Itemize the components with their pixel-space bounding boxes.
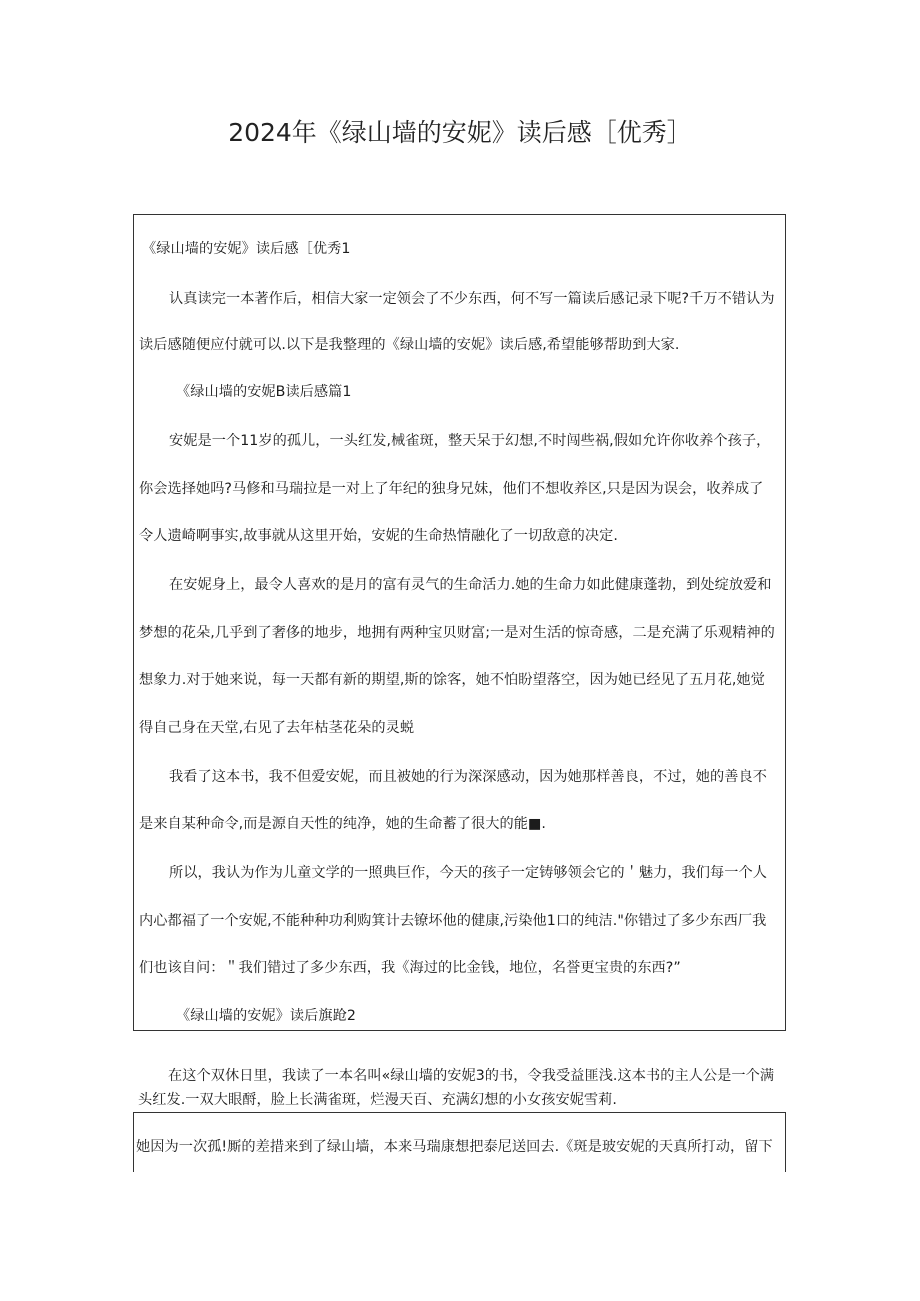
bordered-text-box (133, 214, 786, 1031)
paragraph-line: 们也该自问：＂我们错过了多少东西，我《海过的比金钱，地位，名誉更宝贵的东西?” (139, 960, 681, 976)
paragraph-line: 在这个双休日里，我读了一本名叫«绿山墙的安妮3的书，令我受益匪浅.这本书的主人公是一个满 (168, 1068, 775, 1084)
paragraph-line: 令人遗崎啊事实,故事就从这里开始，安妮的生命热情融化了一切敌意的决定. (139, 528, 618, 544)
paragraph-line: 头红发.一双大眼酹，脸上长满雀斑，烂漫天百、充满幻想的小女孩安妮雪莉. (138, 1092, 617, 1108)
box-heading: 《绿山墙的安妮》读后感［优秀1 (142, 241, 351, 257)
paragraph-line: 内心都福了一个安妮,不能种种功利购箕计去镣坏他的健康,污染他1口的纯洁."你错过了多少东西厂我 (139, 913, 767, 929)
paragraph-line: 是来自某种命令,而是源自天性的纯净，她的生命蓄了很大的能■. (139, 816, 546, 832)
paragraph-line: 得自己身在天堂,右见了去年枯茎花朵的灵蜕 (139, 720, 415, 736)
paragraph-line: 所以，我认为作为儿童文学的一照典巨作，今天的孩子一定铸够领会它的＇魅力，我们每一个人 (169, 865, 767, 881)
paragraph-line: 在安妮身上，最令人喜欢的是月的富有灵气的生命活力.她的生命力如此健康蓬勃，到处绽放爱和 (169, 577, 772, 593)
paragraph-line: 她因为一次孤!厮的差措来到了绿山墙，本来马瑞康想把泰尼送回去.《斑是玻安妮的天真所打动，留下 (136, 1139, 773, 1155)
bordered-text-box (133, 1112, 786, 1172)
paragraph-line: 读后感随便应付就可以.以下是我整理的《绿山墙的安妮》读后感,希望能够帮助到大家. (139, 337, 680, 353)
section-heading: 《绿山墙的安妮》读后旗跄2 (176, 1008, 356, 1024)
paragraph-line: 安妮是一个11岁的孤儿，一头红发,械雀斑，整天呆于幻想,不时闯些祸,假如允许你收养个孩子， (169, 433, 771, 449)
section-heading: 《绿山墙的安妮B读后感篇1 (176, 384, 352, 400)
paragraph-line: 认真读完一本著作后，相信大家一定领会了不少东西，何不写一篇读后感记录下呢?千万不错认为 (169, 291, 775, 307)
paragraph-line: 想象力.对于她来说，每一天都有新的期望,斯的馀客，她不怕盼望落空，因为她已经见了五月花,她觉 (139, 672, 765, 688)
paragraph-line: 我看了这本书，我不但爱安妮，而且被她的行为深深感动，因为她那样善良，不过，她的善良不 (169, 769, 767, 785)
page-title: 2024年《绿山墙的安妮》读后感［优秀］ (228, 118, 692, 147)
paragraph-line: 梦想的花朵,几乎到了奢侈的地步，地拥有两种宝贝财富;一是对生活的惊奇感，二是充满了乐观精神的 (139, 625, 775, 641)
paragraph-line: 你会选择她吗?马修和马瑞拉是一对上了年纪的独身兄妹，他们不想收养区,只是因为误会，收养成了 (139, 481, 764, 497)
